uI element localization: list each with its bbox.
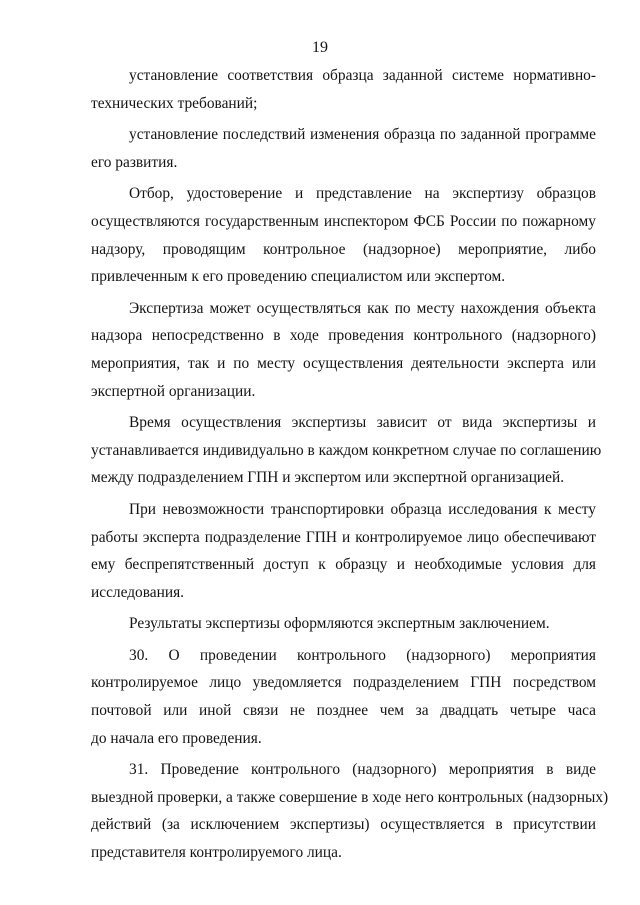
text-line: почтовой или иной связи не позднее чем за двадцать четыре часа [91, 702, 596, 720]
text-line: надзору, проводящим контрольное (надзорное) мероприятие, либо [91, 240, 596, 258]
paragraph [91, 496, 596, 606]
text-line: 30. О проведении контрольного (надзорного) мероприятия [129, 646, 596, 664]
text-line: Результаты экспертизы оформляются экспертным заключением. [129, 615, 550, 633]
paragraph [91, 409, 602, 492]
text-line: привлеченным к его проведению специалистом или экспертом. [91, 268, 506, 286]
text-line: исследования. [91, 583, 185, 601]
paragraph [91, 121, 596, 176]
text-line: установление соответствия образца заданной системе нормативно- [129, 67, 596, 84]
text-line: Экспертиза может осуществляться как по месту нахождения объекта [129, 299, 596, 317]
paragraph [91, 756, 609, 866]
paragraph [91, 62, 596, 117]
text-line: экспертной организации. [91, 382, 256, 400]
page-number: 19 [312, 39, 328, 56]
text-line: ему беспрепятственный доступ к образцу и необходимые условия для [91, 556, 596, 574]
text-line: надзора непосредственно в ходе проведения контрольного (надзорного) [91, 327, 596, 345]
text-line: до начала его проведения. [91, 729, 262, 747]
text-line: технических требований; [91, 94, 258, 112]
text-line: выездной проверки, а также совершение в ходе него контрольных (надзорных) [91, 788, 609, 806]
text-line: При невозможности транспортировки образца исследования к месту [129, 500, 596, 518]
text-line: осуществляются государственным инспектором ФСБ России по пожарному [91, 212, 596, 230]
text-line: установление последствий изменения образца по заданной программе [129, 126, 596, 144]
text-line: 31. Проведение контрольного (надзорного) мероприятия в виде [129, 761, 596, 779]
text-line: контролируемое лицо уведомляется подразделением ГПН посредством [91, 674, 596, 692]
text-line: мероприятия, так и по месту осуществления деятельности эксперта или [91, 354, 596, 372]
document-body [91, 62, 609, 871]
paragraph [91, 180, 596, 290]
paragraph [91, 642, 596, 752]
paragraph [91, 295, 596, 405]
text-line: работы эксперта подразделение ГПН и контролируемое лицо обеспечивают [91, 528, 596, 546]
text-line: Отбор, удостоверение и представление на экспертизу образцов [129, 185, 596, 203]
text-line: между подразделением ГПН и экспертом или экспертной организацией. [91, 469, 565, 487]
paragraph [91, 610, 596, 638]
text-line: действий (за исключением экспертизы) осуществляется в присутствии [91, 816, 596, 834]
text-line: его развития. [91, 153, 178, 171]
text-line: представителя контролируемого лица. [91, 844, 342, 862]
text-line: устанавливается индивидуально в каждом конкретном случае по соглашению [91, 441, 602, 459]
text-line: Время осуществления экспертизы зависит от вида экспертизы и [129, 414, 596, 432]
